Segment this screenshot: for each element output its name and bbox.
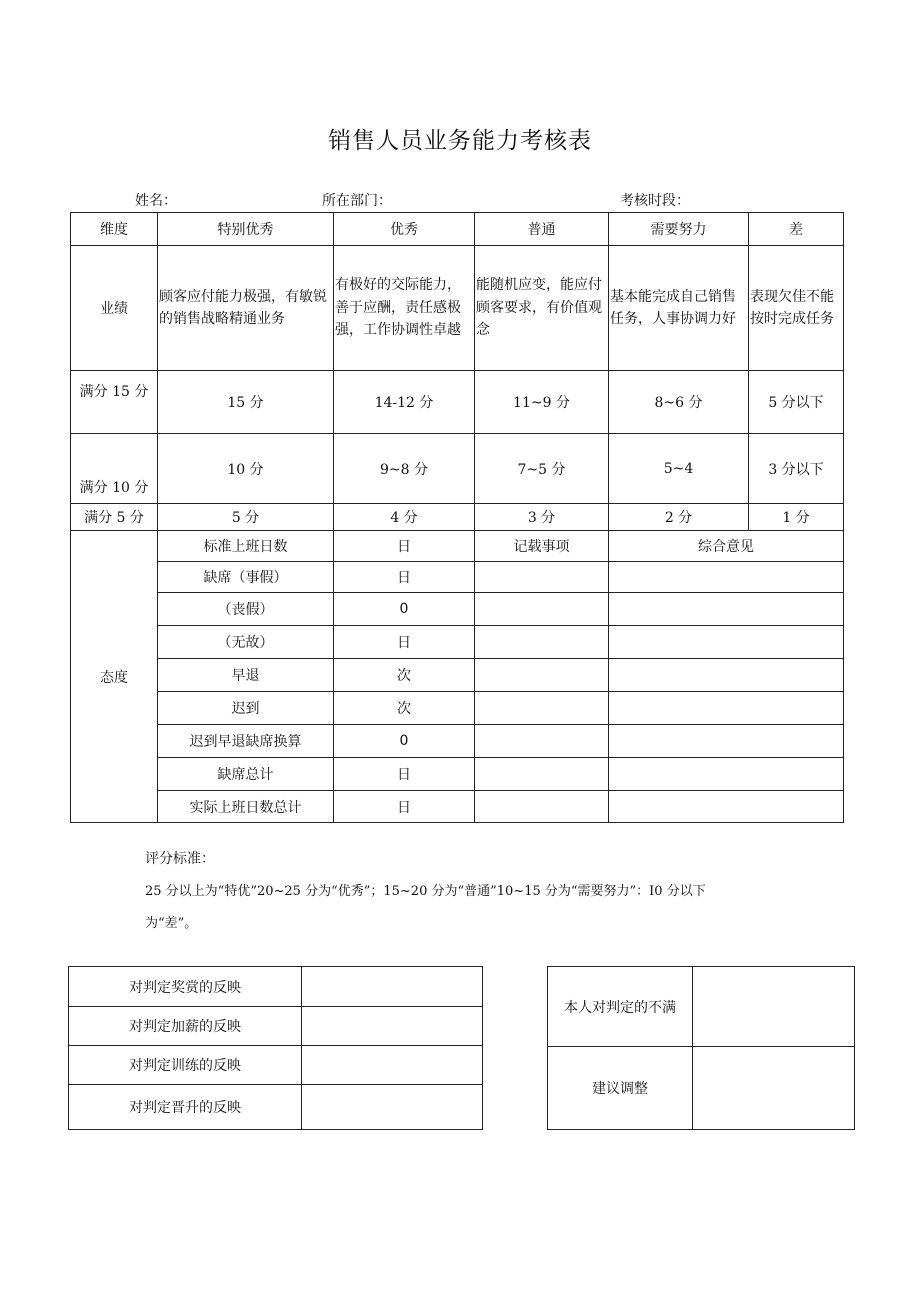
- assessment-table: [70, 212, 844, 823]
- performance-desc-poor: 表现欠佳不能按时完成任务: [749, 246, 844, 371]
- suggestion-label: 建议调整: [548, 1047, 693, 1130]
- attitude-item: 缺席（事假）: [158, 562, 334, 593]
- reaction-input[interactable]: [302, 967, 483, 1007]
- attitude-unit: 日: [334, 626, 475, 659]
- score-cell: 3 分以下: [749, 434, 844, 504]
- score-cell: 5 分: [158, 504, 334, 531]
- record-cell[interactable]: [475, 562, 609, 593]
- attitude-unit: 日: [334, 791, 475, 823]
- opinion-cell[interactable]: [609, 659, 844, 692]
- reaction-label-reward: 对判定奖赏的反映: [69, 967, 302, 1007]
- score-cell: 9~8 分: [334, 434, 475, 504]
- header-outstanding: 特别优秀: [158, 213, 334, 246]
- attitude-item: 标准上班日数: [158, 531, 334, 562]
- header-excellent: 优秀: [334, 213, 475, 246]
- attitude-item: 早退: [158, 659, 334, 692]
- reaction-input[interactable]: [302, 1007, 483, 1046]
- attitude-row: [71, 791, 844, 823]
- reaction-label-raise: 对判定加薪的反映: [69, 1007, 302, 1046]
- attitude-unit: 日: [334, 562, 475, 593]
- score-cell: 10 分: [158, 434, 334, 504]
- record-cell[interactable]: [475, 593, 609, 626]
- opinion-cell[interactable]: [609, 692, 844, 725]
- score-cell: 11~9 分: [475, 371, 609, 434]
- attitude-row: [71, 725, 844, 758]
- opinion-cell[interactable]: [609, 791, 844, 823]
- attitude-unit: 次: [334, 692, 475, 725]
- dissatisfaction-label: 本人对判定的不满: [548, 967, 693, 1047]
- page-title: 销售人员业务能力考核表: [328, 128, 592, 154]
- score-cell: 7~5 分: [475, 434, 609, 504]
- score-row-10: [71, 434, 844, 504]
- name-label: 姓名：: [135, 193, 177, 209]
- criteria-heading: 评分标准：: [145, 851, 215, 867]
- performance-label: 业绩: [71, 246, 158, 371]
- score-cell: 5~4: [609, 434, 749, 504]
- header-average: 普通: [475, 213, 609, 246]
- attitude-label: 态度: [71, 531, 158, 823]
- attitude-row: [71, 692, 844, 725]
- performance-desc-needs-effort: 基本能完成自己销售任务，人事协调力好: [609, 246, 749, 371]
- score-row-label: 满分 15 分: [71, 371, 158, 434]
- score-cell: 8~6 分: [609, 371, 749, 434]
- attitude-item: （无故）: [158, 626, 334, 659]
- attitude-unit: 日: [334, 758, 475, 791]
- record-header: 记载事项: [475, 531, 609, 562]
- attitude-unit: 0: [334, 593, 475, 626]
- opinion-cell[interactable]: [609, 593, 844, 626]
- score-cell: 2 分: [609, 504, 749, 531]
- attitude-item: 迟到: [158, 692, 334, 725]
- score-row-5: [71, 504, 844, 531]
- score-cell: 3 分: [475, 504, 609, 531]
- attitude-unit: 日: [334, 531, 475, 562]
- attitude-row: [71, 562, 844, 593]
- score-cell: 14-12 分: [334, 371, 475, 434]
- opinion-cell[interactable]: [609, 725, 844, 758]
- record-cell[interactable]: [475, 725, 609, 758]
- attitude-row: [71, 593, 844, 626]
- record-cell[interactable]: [475, 626, 609, 659]
- attitude-item: 实际上班日数总计: [158, 791, 334, 823]
- performance-desc-outstanding: 顾客应付能力极强，有敏锐的销售战略精通业务: [158, 246, 334, 371]
- attitude-item: 迟到早退缺席换算: [158, 725, 334, 758]
- period-label: 考核时段：: [620, 193, 690, 209]
- reaction-input[interactable]: [302, 1046, 483, 1085]
- score-row-label: 满分 5 分: [71, 504, 158, 531]
- reaction-label-training: 对判定训练的反映: [69, 1046, 302, 1085]
- attitude-item: （丧假）: [158, 593, 334, 626]
- attitude-row: [71, 659, 844, 692]
- opinion-header: 综合意见: [609, 531, 844, 562]
- score-cell: 15 分: [158, 371, 334, 434]
- attitude-unit: 次: [334, 659, 475, 692]
- performance-desc-average: 能随机应变，能应付顾客要求，有价值观念: [475, 246, 609, 371]
- attitude-unit: 0: [334, 725, 475, 758]
- record-cell[interactable]: [475, 692, 609, 725]
- record-cell[interactable]: [475, 659, 609, 692]
- header-needs-effort: 需要努力: [609, 213, 749, 246]
- reaction-table: [68, 966, 483, 1130]
- attitude-row: [71, 531, 844, 562]
- performance-desc-excellent: 有极好的交际能力，善于应酬，责任感极强，工作协调性卓越: [334, 246, 475, 371]
- score-row-15: [71, 371, 844, 434]
- criteria-line-2: 为“差”。: [145, 916, 198, 931]
- score-cell: 1 分: [749, 504, 844, 531]
- department-label: 所在部门：: [322, 193, 392, 209]
- score-cell: 4 分: [334, 504, 475, 531]
- suggestion-input[interactable]: [693, 1047, 855, 1130]
- dissatisfaction-input[interactable]: [693, 967, 855, 1047]
- performance-row: [71, 246, 844, 371]
- opinion-cell[interactable]: [609, 758, 844, 791]
- score-row-label: 满分 10 分: [71, 434, 158, 504]
- opinion-cell[interactable]: [609, 626, 844, 659]
- opinion-cell[interactable]: [609, 562, 844, 593]
- header-dimension: 维度: [71, 213, 158, 246]
- record-cell[interactable]: [475, 758, 609, 791]
- attitude-row: [71, 626, 844, 659]
- criteria-line-1: 25 分以上为“特优”20~25 分为“优秀”；15~20 分为“普通”10~15 分为“需要努力”：I0 分以下: [145, 884, 706, 899]
- header-row: [71, 213, 844, 246]
- attitude-row: [71, 758, 844, 791]
- header-poor: 差: [749, 213, 844, 246]
- reaction-label-promotion: 对判定晋升的反映: [69, 1085, 302, 1130]
- self-evaluation-table: [547, 966, 855, 1130]
- attitude-item: 缺席总计: [158, 758, 334, 791]
- record-cell[interactable]: [475, 791, 609, 823]
- reaction-input[interactable]: [302, 1085, 483, 1130]
- score-cell: 5 分以下: [749, 371, 844, 434]
